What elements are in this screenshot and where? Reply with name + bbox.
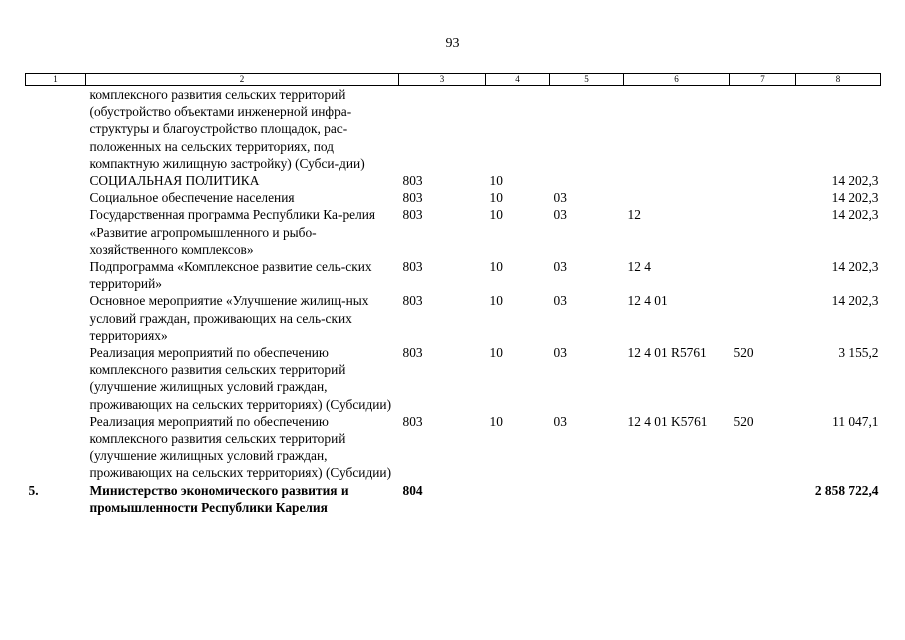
section-cell: 10 bbox=[489, 413, 503, 429]
section-cell: 10 bbox=[489, 190, 503, 206]
amount-cell: 2 858 722,4 bbox=[814, 482, 879, 498]
amount-cell: 14 202,3 bbox=[831, 173, 879, 189]
amount-cell: 14 202,3 bbox=[831, 207, 879, 223]
type-cell: 520 bbox=[733, 413, 754, 429]
subsection-cell bbox=[550, 482, 624, 516]
column-header: 6 bbox=[624, 74, 730, 86]
row-number-cell bbox=[26, 292, 86, 344]
target-cell: 12 4 bbox=[627, 259, 651, 275]
subsection-cell: 03 bbox=[553, 259, 567, 275]
row-number-cell bbox=[26, 258, 86, 292]
target-cell: 12 4 01 bbox=[627, 293, 668, 309]
row-number-cell: 5. bbox=[28, 482, 39, 498]
type-cell bbox=[730, 292, 796, 344]
table-row bbox=[26, 206, 881, 258]
amount-cell: 11 047,1 bbox=[832, 413, 879, 429]
type-cell bbox=[730, 189, 796, 206]
type-cell bbox=[730, 206, 796, 258]
column-header: 2 bbox=[86, 74, 399, 86]
subsection-cell: 03 bbox=[553, 345, 567, 361]
type-cell: 520 bbox=[733, 345, 754, 361]
row-number-cell bbox=[26, 189, 86, 206]
column-header: 3 bbox=[399, 74, 486, 86]
section-cell: 10 bbox=[489, 345, 503, 361]
section-cell bbox=[486, 86, 550, 173]
code-cell: 803 bbox=[402, 345, 423, 361]
type-cell bbox=[730, 482, 796, 516]
column-header: 4 bbox=[486, 74, 550, 86]
description-cell: Социальное обеспечение населения bbox=[89, 190, 295, 206]
code-cell: 804 bbox=[402, 482, 423, 498]
section-cell: 10 bbox=[489, 173, 503, 189]
amount-cell: 14 202,3 bbox=[831, 293, 879, 309]
table-row bbox=[26, 413, 881, 482]
target-cell bbox=[624, 189, 730, 206]
target-cell bbox=[624, 86, 730, 173]
subsection-cell: 03 bbox=[553, 207, 567, 223]
column-header: 8 bbox=[796, 74, 881, 86]
table-row bbox=[26, 189, 881, 206]
section-cell: 10 bbox=[489, 259, 503, 275]
table-row bbox=[26, 292, 881, 344]
subsection-cell bbox=[550, 86, 624, 173]
table-row bbox=[26, 258, 881, 292]
column-header: 1 bbox=[26, 74, 86, 86]
amount-cell bbox=[796, 86, 881, 173]
description-cell: Министерство экономического развития и промышленности Республики Карелия bbox=[89, 482, 349, 515]
code-cell: 803 bbox=[402, 173, 423, 189]
type-cell bbox=[730, 172, 796, 189]
column-header: 7 bbox=[730, 74, 796, 86]
table-row bbox=[26, 86, 881, 173]
description-cell: Реализация мероприятий по обеспечению комплексного развития сельских территорий (улучшение жилищных условий граждан, проживающих на сельских территориях) (Субсидии) bbox=[89, 413, 392, 481]
description-cell: Государственная программа Республики Ка-релия «Развитие агропромышленного и рыбо-хозяйственного комплексов» bbox=[89, 207, 376, 257]
subsection-cell: 03 bbox=[553, 293, 567, 309]
code-cell: 803 bbox=[402, 190, 423, 206]
description-cell: комплексного развития сельских территорий (обустройство объектами инженерной инфра-структуры и благоустройство площадок, рас-положенных на сельских территориях, под компактную жилищную застройку) (Субси-дии) bbox=[89, 87, 365, 171]
type-cell bbox=[730, 86, 796, 173]
target-cell: 12 4 01 R5761 bbox=[627, 345, 707, 361]
amount-cell: 14 202,3 bbox=[831, 190, 879, 206]
description-cell: Основное мероприятие «Улучшение жилищ-ных условий граждан, проживающих на сель-ских территориях» bbox=[89, 293, 369, 343]
target-cell bbox=[624, 172, 730, 189]
section-cell bbox=[486, 482, 550, 516]
table-row bbox=[26, 172, 881, 189]
description-cell: Подпрограмма «Комплексное развитие сель-ских территорий» bbox=[89, 259, 372, 292]
subsection-cell: 03 bbox=[553, 413, 567, 429]
section-cell: 10 bbox=[489, 293, 503, 309]
code-cell: 803 bbox=[402, 413, 423, 429]
subsection-cell bbox=[550, 172, 624, 189]
code-cell: 803 bbox=[402, 293, 423, 309]
row-number-cell bbox=[26, 172, 86, 189]
table-row bbox=[26, 482, 881, 516]
budget-table bbox=[25, 73, 881, 516]
section-cell: 10 bbox=[489, 207, 503, 223]
target-cell: 12 bbox=[627, 207, 641, 223]
code-cell: 803 bbox=[402, 207, 423, 223]
type-cell bbox=[730, 258, 796, 292]
description-cell: Реализация мероприятий по обеспечению комплексного развития сельских территорий (улучшение жилищных условий граждан, проживающих на сельских территориях) (Субсидии) bbox=[89, 345, 392, 412]
column-header: 5 bbox=[550, 74, 624, 86]
code-cell bbox=[399, 86, 486, 173]
description-cell: СОЦИАЛЬНАЯ ПОЛИТИКА bbox=[89, 173, 260, 189]
table-row bbox=[26, 344, 881, 413]
row-number-cell bbox=[26, 86, 86, 173]
row-number-cell bbox=[26, 344, 86, 413]
amount-cell: 3 155,2 bbox=[838, 345, 879, 361]
table-header-row bbox=[26, 74, 881, 86]
target-cell: 12 4 01 K5761 bbox=[627, 413, 708, 429]
target-cell bbox=[624, 482, 730, 516]
amount-cell: 14 202,3 bbox=[831, 259, 879, 275]
row-number-cell bbox=[26, 206, 86, 258]
row-number-cell bbox=[26, 413, 86, 482]
page-number: 93 bbox=[445, 36, 460, 51]
code-cell: 803 bbox=[402, 259, 423, 275]
subsection-cell: 03 bbox=[553, 190, 567, 206]
